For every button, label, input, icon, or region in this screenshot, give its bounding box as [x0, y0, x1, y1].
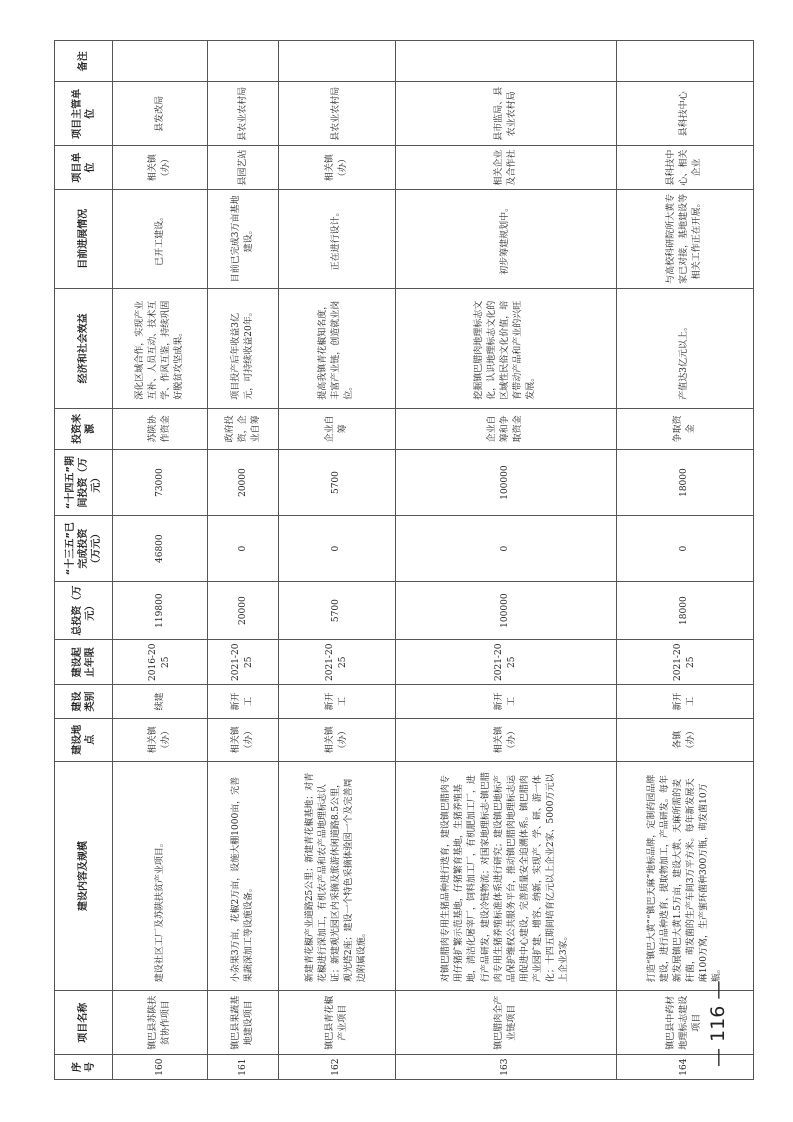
header-progress: 目前进展情况 — [55, 189, 113, 288]
cell-type: 新开工 — [395, 685, 616, 718]
cell-done-13: 0 — [208, 516, 279, 582]
header-content: 建设内容及规模 — [55, 761, 113, 990]
cell-benefit: 深化区域合作，实现产业互补、人员互动、技术互学、作风互鉴，持续巩固好脱贫攻坚成果。 — [113, 288, 208, 408]
cell-plan-14: 5700 — [279, 450, 395, 516]
table-row — [395, 41, 616, 1080]
cell-note — [395, 41, 616, 82]
cell-period: 2021-2025 — [279, 640, 395, 685]
cell-type: 新开工 — [208, 685, 279, 718]
cell-total: 5700 — [279, 582, 395, 640]
cell-source: 苏陕协作资金 — [113, 408, 208, 449]
table-header-row — [55, 41, 113, 1080]
header-location: 建设地点 — [55, 718, 113, 761]
cell-total: 119800 — [113, 582, 208, 640]
cell-total: 18000 — [616, 582, 753, 640]
cell-benefit: 产值达3亿元以上。 — [616, 288, 753, 408]
table-row — [113, 41, 208, 1080]
cell-name: 镇巴腊肉全产业链项目 — [395, 991, 616, 1055]
cell-content: 建设社区工厂及苏陕扶贫产业项目。 — [113, 761, 208, 990]
table-row — [616, 41, 753, 1080]
cell-done-13: 0 — [395, 516, 616, 582]
cell-unit: 县科技中心、相关企业 — [616, 146, 753, 189]
cell-period: 2021-2025 — [395, 640, 616, 685]
rotated-page-content — [54, 40, 754, 1080]
cell-source: 企业自筹和争取资金 — [395, 408, 616, 449]
cell-name: 镇巴县青花椒产业项目 — [279, 991, 395, 1055]
cell-unit: 相关企业及合作社 — [395, 146, 616, 189]
cell-supervisor: 县发改局 — [113, 82, 208, 146]
cell-name: 镇巴县中药材地理标志建设项目 — [616, 991, 753, 1055]
cell-name: 镇巴县苏陕扶贫协作项目 — [113, 991, 208, 1055]
cell-benefit: 提高我镇青花椒知名度，丰富产业链，创造就业岗位。 — [279, 288, 395, 408]
header-type: 建设类别 — [55, 685, 113, 718]
header-plan-14: “十四五”期间投资（万元） — [55, 450, 113, 516]
header-unit: 项目单位 — [55, 146, 113, 189]
cell-no: 160 — [113, 1055, 208, 1080]
cell-done-13: 0 — [279, 516, 395, 582]
cell-progress: 正在进行设计。 — [279, 189, 395, 288]
cell-location: 相关镇（办） — [279, 718, 395, 761]
header-done-13: “十三五”已完成投资（万元） — [55, 516, 113, 582]
header-period: 建设起止年限 — [55, 640, 113, 685]
cell-note — [616, 41, 753, 82]
cell-benefit: 项目投产后年收益3亿元，可持续收益20年。 — [208, 288, 279, 408]
cell-supervisor: 县农业农村局 — [208, 82, 279, 146]
cell-name: 镇巴县果蔬基地建设项目 — [208, 991, 279, 1055]
cell-plan-14: 20000 — [208, 450, 279, 516]
cell-source: 企业自筹 — [279, 408, 395, 449]
cell-done-13: 0 — [616, 516, 753, 582]
cell-supervisor: 县农业农村局 — [279, 82, 395, 146]
page-number: — 116 — — [707, 980, 729, 1067]
cell-period: 2016-2025 — [113, 640, 208, 685]
cell-progress: 已开工建设。 — [113, 189, 208, 288]
cell-source: 政府投资，企业自筹 — [208, 408, 279, 449]
cell-unit: 相关镇（办） — [279, 146, 395, 189]
header-no: 序号 — [55, 1055, 113, 1080]
cell-progress: 初步筹建规划中。 — [395, 189, 616, 288]
cell-type: 新开工 — [616, 685, 753, 718]
header-note: 备注 — [55, 41, 113, 82]
cell-location: 相关镇（办） — [208, 718, 279, 761]
cell-progress: 与高校科研院所大黄专家已对接，基地建设等相关工作正在开展。 — [616, 189, 753, 288]
cell-type: 续建 — [113, 685, 208, 718]
header-supervisor: 项目主管单位 — [55, 82, 113, 146]
cell-unit: 相关镇（办） — [113, 146, 208, 189]
cell-note — [279, 41, 395, 82]
cell-source: 争取资金 — [616, 408, 753, 449]
cell-no: 164 — [616, 1055, 753, 1080]
cell-content: 对镇巴腊肉专用生猪品种进行选育，建设镇巴腊肉专用仔猪扩繁示范基地，仔猪繁育基地，生猪养殖基地，清洁化屠宰厂，饲料加工厂，有机肥加工厂，进行产品研发，建设冷链物流；对国家地理标志-镇巴腊肉专用生猪养殖标准体系进行研究；建设镇巴地标产品保护维权公共服务平台，推动镇巴腊肉地理标志运用促进中心建设，完善质量安全追溯体系。镇巴腊肉产业园扩建、增容、纳新，实现产、学、研、游一体化；十四五期间培育亿元以上企业2家、5000万元以上企业3家。 — [395, 761, 616, 990]
cell-benefit: 挖掘镇巴腊肉地理标志文化，认识地理标志文化的区域性民俗文化价值，培育带动产品和产业的兴旺发展。 — [395, 288, 616, 408]
header-total: 总投资（万元） — [55, 582, 113, 640]
cell-supervisor: 县科技中心 — [616, 82, 753, 146]
cell-content: 小杂果3万亩，花椒2万亩，设施大棚1000亩，完善果蔬深加工等设施设备。 — [208, 761, 279, 990]
cell-no: 163 — [395, 1055, 616, 1080]
cell-plan-14: 100000 — [395, 450, 616, 516]
cell-no: 161 — [208, 1055, 279, 1080]
table-row — [208, 41, 279, 1080]
cell-supervisor: 县市监局、县农业农村局 — [395, 82, 616, 146]
cell-progress: 目前已完成3万亩基地建设。 — [208, 189, 279, 288]
cell-location: 相关镇（办） — [113, 718, 208, 761]
cell-plan-14: 18000 — [616, 450, 753, 516]
cell-type: 新开工 — [279, 685, 395, 718]
header-benefit: 经济和社会效益 — [55, 288, 113, 408]
header-name: 项目名称 — [55, 991, 113, 1055]
header-source: 投资来源 — [55, 408, 113, 449]
project-table — [54, 40, 754, 1080]
cell-period: 2021-2025 — [208, 640, 279, 685]
cell-note — [208, 41, 279, 82]
cell-plan-14: 73000 — [113, 450, 208, 516]
cell-total: 20000 — [208, 582, 279, 640]
cell-period: 2021-2025 — [616, 640, 753, 685]
cell-done-13: 46800 — [113, 516, 208, 582]
cell-content: 新建青花椒产业道路25公里；新建青花椒基地；对青花椒进行深加工，有机农产品和农产品地理标志认证；新建观光园区内采摘及旅游休闲道路8.5公里，观光塔2座；建设一个特色采摘体验园一个及完善周边附属设施。 — [279, 761, 395, 990]
cell-unit: 县园艺站 — [208, 146, 279, 189]
table-row — [279, 41, 395, 1080]
cell-total: 100000 — [395, 582, 616, 640]
cell-location: 相关镇（办） — [395, 718, 616, 761]
cell-content: 打造“镇巴大黄”“镇巴天麻”地标品牌，定制药园品牌建设，进行品种选育、提取物加工，产品研发。每年新发展镇巴大黄1.5万亩，建设大黄、天麻所需的麦秆菌，萌发菌的生产车间3万平方米。每年新发展天麻100万窝，生产蜜环菌种300万瓶，萌发菌10万瓶。 — [616, 761, 753, 990]
cell-location: 各镇（办） — [616, 718, 753, 761]
cell-no: 162 — [279, 1055, 395, 1080]
cell-note — [113, 41, 208, 82]
